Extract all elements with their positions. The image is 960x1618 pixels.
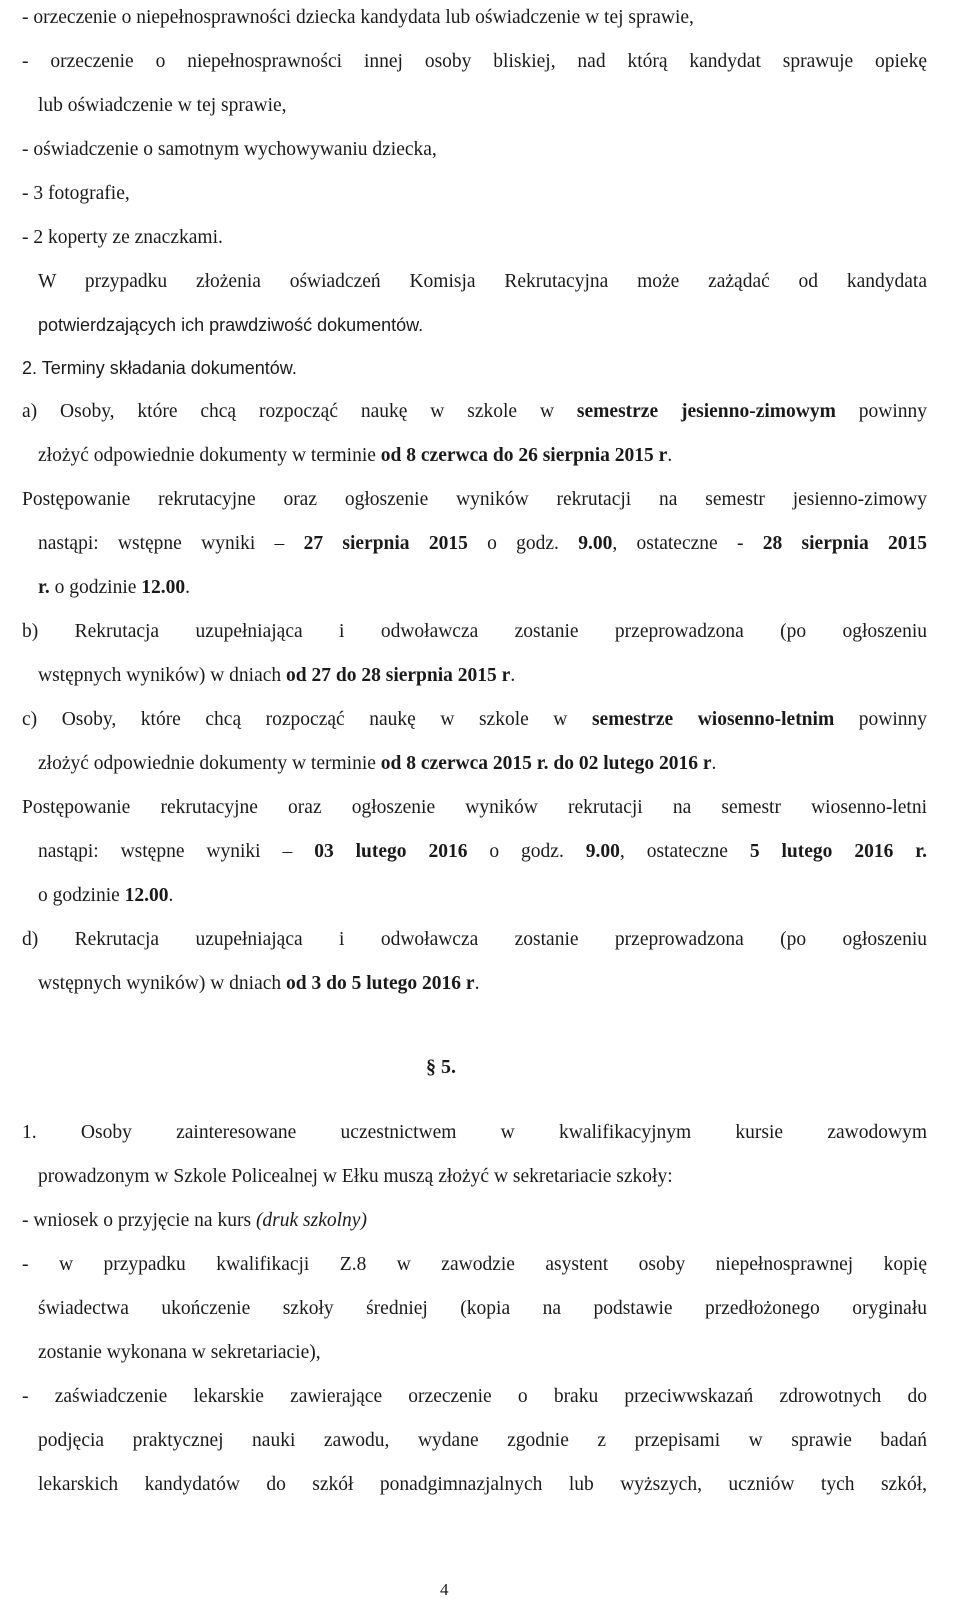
text-span: 1. Osoby zainteresowane uczestnictwem w kwalifikacyjnym kursie zawodowym — [22, 1122, 927, 1143]
list-item-continuation — [38, 94, 287, 118]
bold-span: 03 lutego 2016 — [314, 841, 468, 862]
text-span: . — [711, 753, 717, 774]
list-item-child-disability — [22, 6, 864, 30]
bold-span: 12.00 — [141, 577, 186, 598]
text-span: - w przypadku kwalifikacji Z.8 w zawodzie asystent osoby niepełnosprawnej kopię — [22, 1254, 927, 1275]
bold-span: 9.00 — [585, 841, 620, 862]
point-1-line1 — [22, 1121, 927, 1145]
section-heading — [426, 1055, 456, 1079]
item-c-line1 — [22, 708, 927, 732]
list-item-medical-line1 — [22, 1385, 927, 1409]
text-span: o godz. — [467, 533, 579, 554]
list-item-single-parent — [22, 138, 437, 162]
text-span: o godz. — [467, 841, 586, 862]
text-span: . — [185, 577, 191, 598]
item-c-line2 — [38, 752, 716, 776]
item-a-procedure-line3 — [38, 576, 190, 600]
text-span: o godzinie — [38, 885, 125, 906]
item-a-line1 — [22, 400, 927, 424]
list-item-photos — [22, 182, 130, 206]
list-item-qualification-line2 — [38, 1297, 927, 1321]
text-span: - wniosek o przyjęcie na kurs — [22, 1210, 256, 1231]
text-span: powinny — [834, 709, 927, 730]
text-span: złożyć odpowiednie dokumenty w terminie — [38, 753, 381, 774]
text-span: - 3 fotografie, — [22, 183, 130, 204]
bold-span: 27 sierpnia 2015 — [303, 533, 468, 554]
bold-span: 12.00 — [124, 885, 169, 906]
text-span: . — [667, 445, 673, 466]
text-span: 4 — [440, 1580, 449, 1599]
italic-span: (druk szkolny) — [255, 1210, 367, 1231]
text-span: Postępowanie rekrutacyjne oraz ogłoszenie wyników rekrutacji na semestr jesienno-zimowy — [22, 489, 927, 510]
text-span: . — [474, 973, 480, 994]
text-span: b) Rekrutacja uzupełniająca i odwoławcza zostanie przeprowadzona (po ogłoszeniu — [22, 621, 927, 642]
text-span: świadectwa ukończenie szkoły średniej (kopia na podstawie przedłożonego oryginału — [38, 1298, 927, 1319]
text-span: lekarskich kandydatów do szkół ponadgimnazjalnych lub wyższych, uczniów tych szkół, — [38, 1474, 927, 1495]
item-c-procedure-line1 — [22, 796, 927, 820]
text-span: nastąpi: wstępne wyniki – — [38, 533, 304, 554]
text-span: , ostateczne — [619, 841, 750, 862]
bold-span: od 3 do 5 lutego 2016 r — [286, 973, 475, 994]
page-number — [440, 1578, 449, 1602]
text-span: - orzeczenie o niepełnosprawności dziecka kandydata lub oświadczenie w tej sprawie, — [22, 7, 694, 28]
item-b-line2 — [38, 664, 515, 688]
bold-span: 28 sierpnia 2015 — [762, 533, 927, 554]
text-span: wstępnych wyników) w dniach — [38, 665, 287, 686]
list-item-medical-line2 — [38, 1429, 927, 1453]
text-span: c) Osoby, które chcą rozpocząć naukę w szkole w — [22, 709, 592, 730]
text-span: zostanie wykonana w sekretariacie), — [38, 1342, 321, 1363]
list-item-qualification-line3 — [38, 1341, 321, 1365]
item-b-line1 — [22, 620, 927, 644]
text-span: § 5. — [426, 1056, 456, 1078]
bold-span: 9.00 — [578, 533, 613, 554]
bold-span: semestrze jesienno-zimowym — [576, 401, 836, 422]
bold-span: od 27 do 28 sierpnia 2015 r — [286, 665, 511, 686]
text-span: złożyć odpowiednie dokumenty w terminie — [38, 445, 381, 466]
text-span: W przypadku złożenia oświadczeń Komisja Rekrutacyjna może zażądać od kandydata — [38, 271, 927, 292]
text-span: 2. Terminy składania dokumentów. — [22, 358, 297, 378]
text-span: potwierdzających ich prawdziwość dokumentów. — [38, 315, 424, 335]
text-span: nastąpi: wstępne wyniki – — [38, 841, 315, 862]
bold-span: semestrze wiosenno-letnim — [591, 709, 835, 730]
text-span: - zaświadczenie lekarskie zawierające orzeczenie o braku przeciwwskazań zdrowotnych do — [22, 1386, 927, 1407]
item-c-procedure-line3 — [38, 884, 173, 908]
heading-deadlines — [22, 356, 297, 380]
text-span: wstępnych wyników) w dniach — [38, 973, 287, 994]
text-span: podjęcia praktycznej nauki zawodu, wydane zgodnie z przepisami w sprawie badań — [38, 1430, 927, 1451]
text-span: o godzinie — [49, 577, 142, 598]
bold-span: od 8 czerwca 2015 r. do 02 lutego 2016 r — [380, 753, 712, 774]
text-span: . — [168, 885, 174, 906]
item-a-procedure-line2 — [38, 532, 927, 556]
list-item-qualification-line1 — [22, 1253, 927, 1277]
text-span: . — [510, 665, 516, 686]
text-span: - 2 koperty ze znaczkami. — [22, 227, 223, 248]
text-span: powinny — [835, 401, 928, 422]
bold-span: r. — [38, 577, 50, 598]
paragraph-declarations-cont — [38, 313, 423, 337]
item-d-line1 — [22, 928, 927, 952]
text-span: prowadzonym w Szkole Policealnej w Ełku muszą złożyć w sekretariacie szkoły: — [38, 1166, 673, 1187]
bold-span: od 8 czerwca do 26 sierpnia 2015 r — [380, 445, 668, 466]
item-c-procedure-line2 — [38, 840, 927, 864]
item-a-line2 — [38, 444, 672, 468]
text-span: lub oświadczenie w tej sprawie, — [38, 95, 287, 116]
list-item-envelopes — [22, 226, 223, 250]
list-item-relative-disability — [22, 50, 927, 74]
item-a-procedure-line1 — [22, 488, 927, 512]
item-d-line2 — [38, 972, 479, 996]
text-span: a) Osoby, które chcą rozpocząć naukę w szkole w — [22, 401, 577, 422]
text-span: - oświadczenie o samotnym wychowywaniu dziecka, — [22, 139, 437, 160]
text-span: , ostateczne - — [612, 533, 763, 554]
bold-span: 5 lutego 2016 r. — [749, 841, 928, 862]
text-span: Postępowanie rekrutacyjne oraz ogłoszenie wyników rekrutacji na semestr wiosenno-letni — [22, 797, 927, 818]
text-span: - orzeczenie o niepełnosprawności innej osoby bliskiej, nad którą kandydat sprawuje opiekę — [22, 51, 927, 72]
list-item-application — [22, 1209, 367, 1233]
text-span: d) Rekrutacja uzupełniająca i odwoławcza zostanie przeprowadzona (po ogłoszeniu — [22, 929, 927, 950]
paragraph-declarations — [38, 270, 927, 294]
point-1-line2 — [38, 1165, 673, 1189]
list-item-medical-line3 — [38, 1473, 927, 1497]
